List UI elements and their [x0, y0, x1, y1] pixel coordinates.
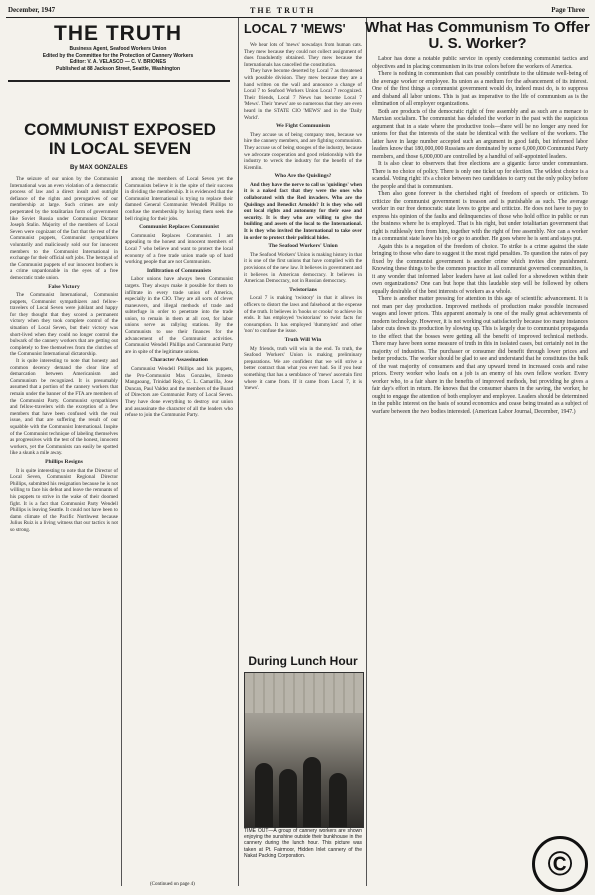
subhead-seafood-workers-union: The Seafood Workers' Union	[268, 243, 338, 250]
article-headline-local7-mews: LOCAL 7 'MEWS'	[244, 22, 346, 36]
masthead-line-2: Edited by the Committee for the Protection of Cannery Workers	[42, 52, 194, 59]
copyright-stamp: ©	[532, 836, 588, 892]
photo-figure	[329, 773, 347, 827]
paragraph: The Seafood Workers' Union is making history in that it is one of the first unions that have complied with the provisions of the new law. It believes in government and it believes in American democracy. It believes in American Democracy, not in Russian democracy.	[244, 251, 362, 285]
masthead-line-1: Business Agent, Seafood Workers Union	[69, 46, 167, 52]
paragraph: There is nothing in communism that can possibly contribute to the ultimate well-being of the average worker or employee. Its union as a medium for the advancement of its interest. One of the first things a communist government would do, indeed must do, is to suppress and disband all labor unions. This is just as imperative to the life of communism as is the elimination of all employer organizations.	[372, 71, 588, 107]
paragraph: We hear lots of 'mews' nowadays from human cats. They mew because they could not collect assignment of dues fraudulently obtained. They mew because the Internationals has cancelled the constitution.	[244, 42, 362, 68]
column-divider	[238, 18, 239, 886]
article-byline: By MAX GONZALES	[70, 165, 128, 171]
subhead-infiltration: Infiltration of Communists	[146, 267, 212, 274]
paragraph: Labor unions have always been Communist targets. They always make it possible for them to infiltrate in every trade union of America, especially in the CIO. They are all sorts of clever maneuvers, and illegal methods of trade and subterfuge in order to penetrate into the trade union, to remain in them at all cost, for labor unions serve as rallying stations. By the Communists to use their finances for the advancement of the Communist activities. Communist Wendell Phillips and Communist Party are in spite of the legitimate unions.	[125, 276, 233, 355]
paragraph: It is also clear to observers that free elections are a gigantic farce under communism. There is no choice of policy. There is only one ticket up for election. The wildest choice is a scandal. Voting right: it's a choice between two candidates to carry out the only policy before the people and that is communism.	[372, 161, 588, 190]
paragraph: There is another matter pressing for attention in this age of scientific advancement. It is not man per day production. Improved methods of production make possible increased wages and lower prices. This apparent anomaly is one of the really great achievements of modern technology. However, it is not working out satisfactorily because too many instances labor cuts down its production by slowing up. This is largely due to communist propaganda to the effect that the bosses were getting all the benefit of improved technical methods. There may have been some measure of truth in this in isolated cases, but certainly not in the majority of industries. The purchaser or consumer did benefit through lower prices and better products. The worker should be glad to see and understand that he constitutes the bulk of the vast majority of consumers and that any upward trend in increased costs and raise prices. Every worker who loafs on a job is an enemy of his own fellow worker. Every worker who, to a fair share in the benefits of improved methods, but providing he gives a fair day's effort in return. He knows that the consumer shares in the saving, the worker, he ought to engage the attention of both employer and employee. Leaders should be determined in the public interest on the basis of sound economics and cease being treated as a subject of warfare between the two bodies interested. (American Labor Journal, December, 1947.)	[372, 296, 588, 415]
paragraph: It is quite interesting to note that honesty and common decency demand the clear line of demarcation between Americanism and Communism be recognized. It is presumably assumed that a portion of the cannery workers that remain under the banner of the FTA are members of the Communist Party. Communist sympathizers and fellow-travelers with the exception of a few members that have been confused with the real issue, and that are suffering the result of our squabble with the Communist International. Inspite of the Communist technique of labeling themselves as progressives with the test of the honest, innocent workers, yet the Communists can easily be spotted like a skunk a mile away.	[10, 358, 118, 457]
subhead-communist-replaces: Communist Replaces Communist	[139, 224, 219, 231]
subhead-phillips-resigns: Phillips Resigns	[45, 458, 83, 465]
photo-headline: During Lunch Hour	[248, 654, 358, 668]
subhead-quislings: Who Are the Quislings?	[274, 173, 332, 180]
paragraph: Local 7 is making 'twistory' in that it allows its officers to distort the laws and falsehood at the expense of the truth. It believes in 'hooks or crooks' to achieve its ends. It has employed 'twistorians' to twist facts for consumption. It has employed 'dummyists' and other 'non' to confuse the issue.	[244, 295, 362, 335]
paragraph: Labor has done a notable public service in openly condemning communist tactics and objectives and in placing communism in its true colors before the workers of America.	[372, 56, 588, 70]
article1-column-2	[125, 176, 233, 876]
paragraph: The seizure of our union by the Communist International was an even violation of a democratic process of law and a direct insult and outright defiance of the rights and prerogatives of our membership at large. Such crimes are only perpetrated by the totalitarian form of government like Soviet Russia under Communist Dictator Joseph Stalin. Majority of the members of Local Seven were cognizant of the fact that the rest of the Communist puppets, Communist sympathizers voluntarily and maliciously sold our for innocent members to the Communist International in exchange for their official soft jobs. The betrayal of the Communist puppets of our innocent brothers is a crime unpardonable in the eyes of a free democratic trade union.	[10, 176, 118, 281]
column-divider	[366, 18, 367, 886]
paragraph: Again this is a negation of the freedom of choice. To strike is a crime against the state bringing to those who dare to suggest it the most rigid penalties. To question the rates of pay fixed by the communist government is another crime which invites dire punishment. Knowing these things to be the common practice in all communist governed communities, is it any wonder that informed labor leaders have at last called for a showdown within their own organizations? One can but hope that this laudable step will be followed by others equally desirable of the best interests of workers as a whole.	[372, 243, 588, 295]
paragraph: Communist Wendell Phillips and his puppets, the Pro-Communist Max Gonzales, Ernesto Mangaoang, Trinidad Rojo, C. L. Camarilla, Jose Duncan, Paul Valdez and the members of the Board of Directors are Communist Party of Local Seven. They have done everything to destroy our union and assassinate the character of all the leaders who refuse to join the Communist Party.	[125, 366, 233, 419]
article3-column	[372, 56, 588, 836]
paragraph: They have become deserted by Local 7 as threatened with possible division. They mew because they are a hand written on the wall and announce a change of Local 7 to Seafood Workers Union Local 7 recognized. Their friends, Local 7 News has become Local 7 'Mews'. Their 'mews' are so numerous that they are even heard in the STATE CIO 'MEWS' and in the 'Daily World'.	[244, 68, 362, 121]
paragraph: Communist Replaces Communist. I am appealing to the honest and innocent members of Local 7 who believe and want to protect the local economy of a free trade union made up of hard working people that are not Communists.	[125, 232, 233, 266]
masthead-line-4: Published at 88 Jackson Street, Seattle, Washington	[55, 65, 180, 72]
photo-figure	[279, 769, 297, 827]
paragraph: Both are products of the democratic right of free assembly and as such are a menace to Marxian socialism. The communist has deluded the worker in the past with the suspicious argument that in a state where the productive tools—there will be no longer any need for unions for that the interests of the state be identical with the welfare of the workers. The latter have in large number accepted such an argument in good faith, but informed labor leaders know that 180,000,000 Russians are dominated by some 6,000,000 Communist Party members, and those 6,000,000 are controlled by a handful of self-appointed leaders.	[372, 108, 588, 160]
masthead	[8, 22, 228, 72]
paragraph: They accuse us of being company men, because we hire the cannery members, and are fighting communism. They accuse us of being stooges of the industry, because we advocate cooperation and good relationship with the industry to wreck the industry for the benefit of the Kremlin.	[244, 131, 362, 171]
masthead-title: THE TRUTH	[54, 22, 182, 45]
continued-note: (Continued on page 4)	[150, 882, 195, 887]
subhead-twistorians: Twistorians	[289, 286, 317, 293]
paper-name-header: THE TRUTH	[250, 6, 316, 15]
photo-figure	[255, 763, 273, 827]
cannery-workers-photo	[244, 672, 364, 828]
photo-caption: TIME OUT—A group of cannery workers are shown enjoying the sunshine outside their bunkhouse in the cannery during the lunch hour. This picture was taken at Pt. Fairmoor, Hidden Inlet cannery of the Nakat Packing Corporation.	[244, 828, 362, 859]
article-headline-what-has-communism: What Has Communism To Offer U. S. Worker?	[365, 19, 590, 52]
photo-figure	[303, 757, 321, 827]
photo-wall	[245, 673, 363, 713]
subhead-character-assassination: Character Assassination	[150, 357, 208, 364]
paragraph: among the members of Local Seven yet the Communists believe it is the spite of their success in dividing the membership. It is evidenced that the Communist International is trying to replace their damned General Communist Wendell Phillips to confuse the membership by having them seek the bell ringing for their jobs.	[125, 176, 233, 222]
subhead-false-victory: False Victory	[48, 283, 80, 290]
paragraph: And they have the nerve to call us 'quislings' when it is a naked fact that they were the ones who collaborated with the Red invaders. Who are the Quislings and Benedict Arnolds? It is they who sell out local rights and autonomy for their ease and security. It is they who are willing to give the building and assets of the local to the International. It is they who invited the International to take over in order to protect their political hides.	[244, 181, 362, 241]
article-headline-communist-exposed: COMMUNIST EXPOSED IN LOCAL SEVEN	[24, 120, 216, 158]
column-divider	[121, 176, 122, 886]
paragraph: The Communist International, Communist puppets, Communist sympathizers and fellow-travelers of Local Seven were jubilant and happy for they thought that they scored a permanent victory when they took complete control of the situation of Local Seven, but their victory was short-lived when they could no longer control the bulwark of the cannery workers that are getting out completely to free themselves from the clutches of the Communist International dictatorship.	[10, 292, 118, 358]
article2-column	[244, 42, 362, 648]
paragraph: Then also gone forever is the cherished right of freedom of speech or criticism. To criticize the communist government is treason and is punishable as such. The average worker in our free democratic state loves to gripe and criticize. He does not have to pay to express his opinion of the faults and delinquencies of those who hold office in public or run the business where he is employed. That is his right, but under totalitarian government that right is ruthlessly torn from him, together with the right of free assembly. Nor can a worker in a communist state leave his job or go to another. He goes where he is sent and stays put.	[372, 191, 588, 242]
paragraph: My friends, truth will win in the end. To truth, the Seafood Workers' Union is making preliminary preparations. We are confident that we will strive a better contract than what you ever had. So if you hear something that has a semblance of 'mews' ascertain first where it came from. If it came from Local 7, it is 'mews'.	[244, 345, 362, 392]
subhead-we-fight-communism: We Fight Communism	[275, 123, 331, 130]
masthead-rule	[8, 80, 230, 82]
paragraph: It is quite interesting to note that the Director of Local Seven, Communist Regional Director Phillips, submitted his resignation because he is not willing to face his defeat and leave the remnants of his puppets to strive in the wake of their doomed fight. It is a fact that Communist Party Wendell Phillips is leaving Seattle. It could not have been to damn climate of the Pacific Northwest because Julius Ruiz is a living witness that our tactics is not so strong.	[10, 467, 118, 533]
article1-column-1	[10, 176, 118, 884]
page-number: Page Three	[551, 6, 585, 14]
page-date: December, 1947	[8, 6, 56, 14]
masthead-line-3: Editor: V. A. VELASCO — C. V. BRIONES	[69, 59, 167, 65]
header-rule	[6, 17, 589, 18]
subhead-truth-will-win: Truth Will Win	[284, 336, 322, 343]
